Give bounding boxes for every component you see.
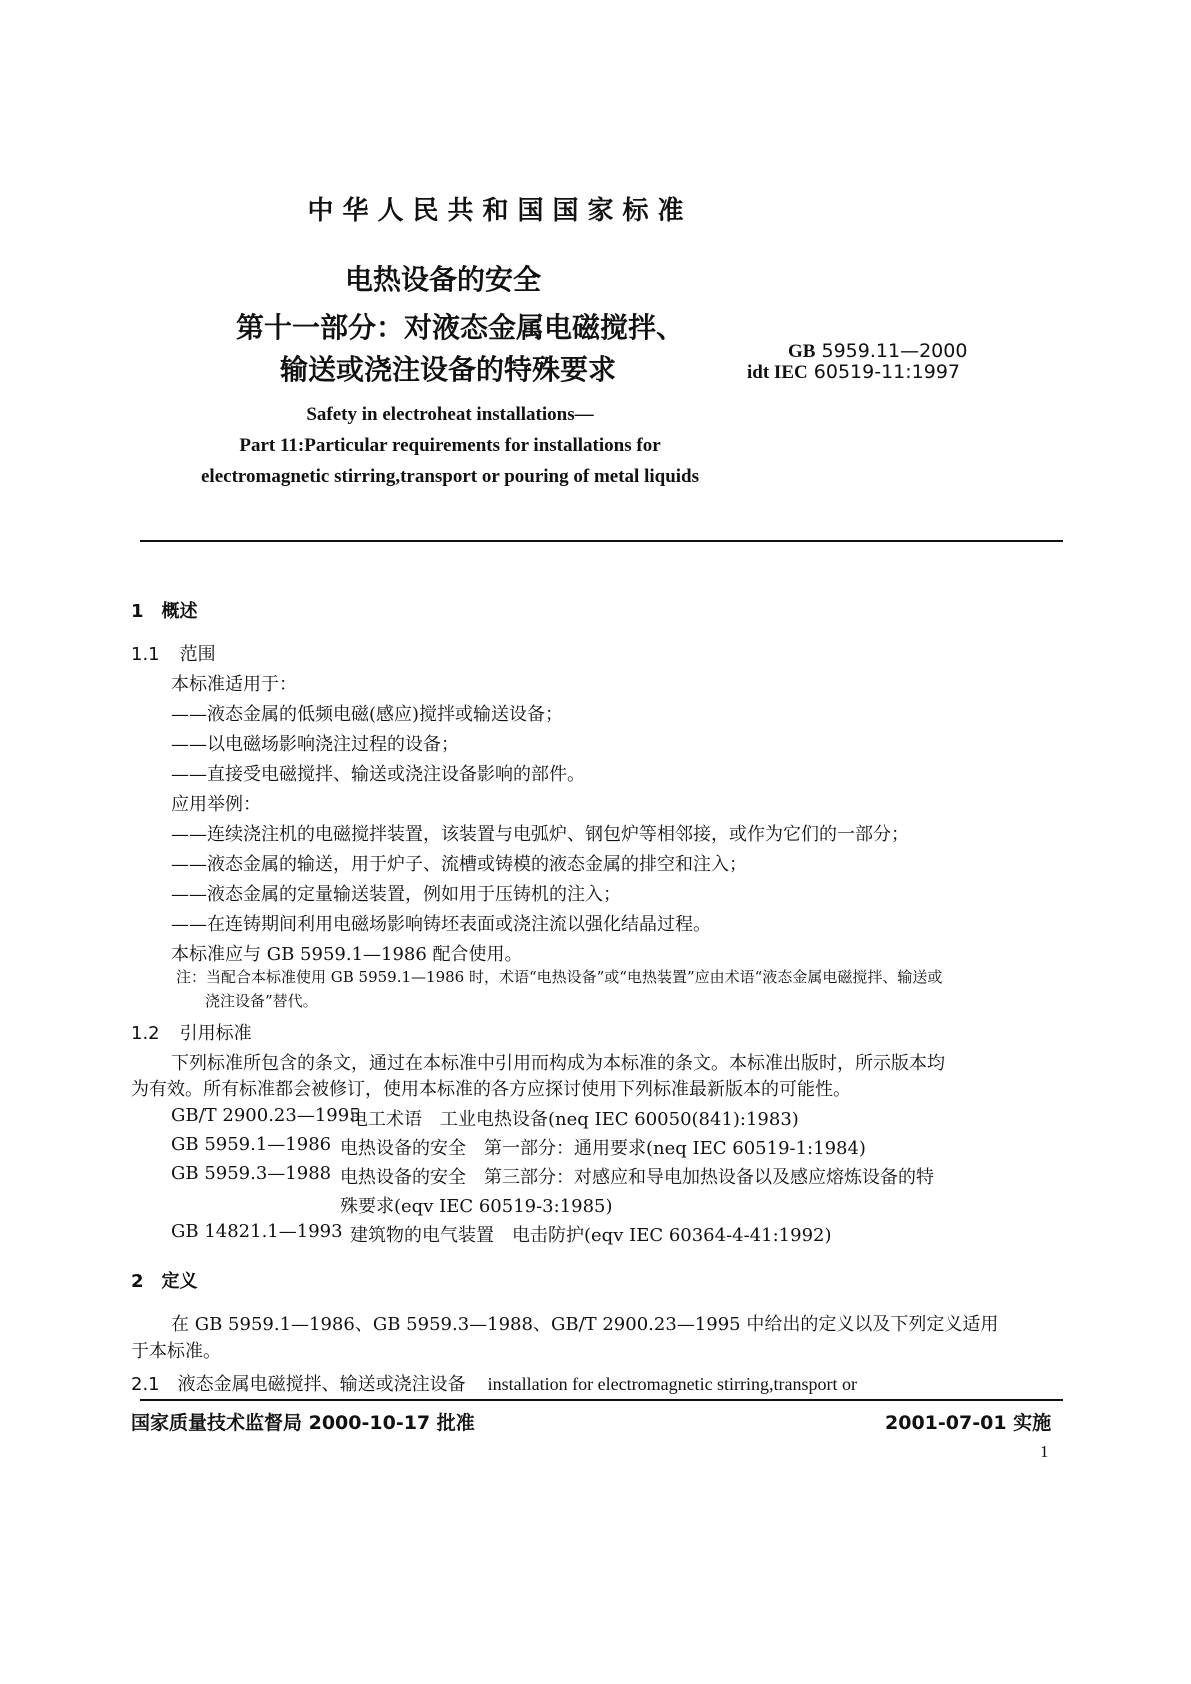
ref-code-2: GB 5959.1—1986 (171, 1134, 332, 1155)
ref-title-3-cont: 殊要求(eqv IEC 60519-3:1985) (340, 1196, 613, 1217)
title-cn-line-1: 电热设备的安全 (345, 263, 542, 296)
title-en-line-2: Part 11:Particular requirements for installations for (239, 435, 661, 456)
scope-line-7: ——液态金属的输送，用于炉子、流槽或铸模的液态金属的排空和注入； (171, 854, 747, 875)
scope-line-6: ——连续浇注机的电磁搅拌装置，该装置与电弧炉、钢包炉等相邻接，或作为它们的一部分； (171, 824, 909, 845)
section-1-1-heading: 1.1 范围 (131, 644, 216, 665)
definitions-intro-line-1: 在 GB 5959.1—1986、GB 5959.3—1988、GB/T 2900.23—1995 中给出的定义以及下列定义适用 (171, 1314, 999, 1335)
scope-line-3: ——以电磁场影响浇注过程的设备； (171, 734, 459, 755)
footer-divider (140, 1399, 1063, 1401)
title-en-line-1: Safety in electroheat installations— (306, 404, 594, 425)
scope-line-1: 本标准适用于： (171, 674, 297, 695)
effective-date: 2001-07-01 实施 (885, 1412, 1052, 1434)
approval-date: 国家质量技术监督局 2000-10-17 批准 (131, 1412, 475, 1434)
section-2-1-term: 2.1 液态金属电磁搅拌、输送或浇注设备 installation for electromagnetic stirring,transport or (131, 1374, 858, 1395)
ref-code-3: GB 5959.3—1988 (171, 1163, 332, 1184)
title-cn-line-2: 第十一部分：对液态金属电磁搅拌、 (236, 311, 685, 344)
note-line-2: 浇注设备”替代。 (205, 992, 318, 1010)
ref-code-4: GB 14821.1—1993 (171, 1221, 343, 1242)
title-cn-line-3: 输送或浇注设备的特殊要求 (280, 353, 617, 386)
ref-title-1: 电工术语 工业电热设备(neq IEC 60050(841):1983) (350, 1109, 799, 1130)
standard-code-number: 5959.11—2000 (821, 340, 968, 362)
scope-line-8: ——液态金属的定量输送装置，例如用于压铸机的注入； (171, 884, 621, 905)
idt-iec-prefix: idt IEC (747, 362, 808, 383)
note-line-1: 注：当配合本标准使用 GB 5959.1—1986 时，术语“电热设备”或“电热装置”应由术语“液态金属电磁搅拌、输送或 (176, 968, 943, 986)
definitions-intro-line-2: 于本标准。 (131, 1341, 221, 1362)
section-1-2-heading: 1.2 引用标准 (131, 1023, 252, 1044)
ref-intro-line-2: 为有效。所有标准都会被修订，使用本标准的各方应探讨使用下列标准最新版本的可能性。 (131, 1079, 851, 1100)
title-en-line-3: electromagnetic stirring,transport or pouring of metal liquids (201, 466, 699, 487)
section-1-heading: 1 概述 (131, 601, 198, 622)
ref-title-4: 建筑物的电气装置 电击防护(eqv IEC 60364-4-41:1992) (350, 1225, 832, 1246)
scope-line-9: ——在连铸期间利用电磁场影响铸坯表面或浇注流以强化结晶过程。 (171, 914, 711, 935)
national-standard-title: 中华人民共和国国家标准 (307, 196, 693, 226)
ref-title-2: 电热设备的安全 第一部分：通用要求(neq IEC 60519-1:1984) (340, 1138, 866, 1159)
header-divider (140, 540, 1063, 542)
scope-line-10: 本标准应与 GB 5959.1—1986 配合使用。 (171, 944, 523, 965)
page-number: 1 (1040, 1442, 1049, 1461)
scope-line-5: 应用举例： (171, 794, 261, 815)
scope-line-2: ——液态金属的低频电磁(感应)搅拌或输送设备； (171, 704, 564, 725)
scope-line-4: ——直接受电磁搅拌、输送或浇注设备影响的部件。 (171, 764, 585, 785)
standard-code (788, 340, 967, 363)
section-2-heading: 2 定义 (131, 1271, 198, 1292)
idt-iec-code (747, 361, 960, 384)
ref-title-3: 电热设备的安全 第三部分：对感应和导电加热设备以及感应熔炼设备的特 (340, 1167, 934, 1188)
ref-code-1: GB/T 2900.23—1995 (171, 1105, 361, 1126)
ref-intro-line-1: 下列标准所包含的条文，通过在本标准中引用而构成为本标准的条文。本标准出版时，所示版本均 (171, 1053, 945, 1074)
idt-iec-number: 60519-11:1997 (813, 361, 960, 383)
standard-code-prefix: GB (788, 341, 816, 362)
